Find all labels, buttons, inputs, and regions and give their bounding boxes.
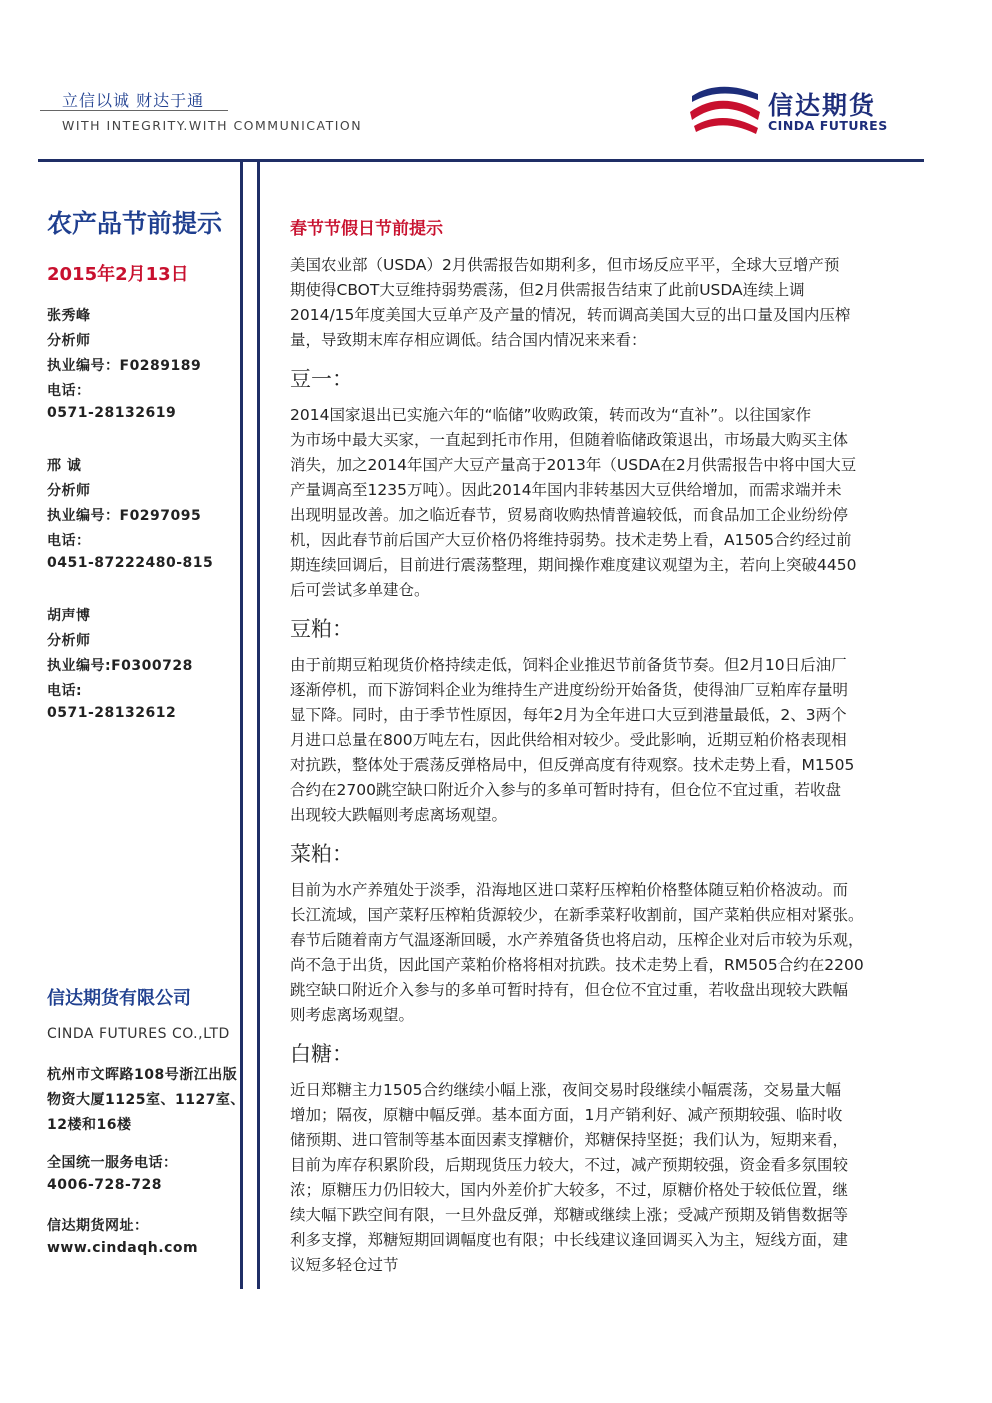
text-line: 尚不急于出货，因此国产菜粕价格将相对抗跌。技术走势上看，RM505合约在2200 — [290, 956, 864, 974]
heading-soymeal: 豆粕： — [290, 617, 353, 641]
hotline-label: 全国统一服务电话： — [47, 1155, 178, 1171]
report-date: 2015年2月13日 — [47, 264, 189, 285]
text-line: 对抗跌，整体处于震荡反弹格局中，但反弹高度有待观察。技术走势上看，M1505 — [290, 756, 855, 774]
text-line: 期连续回调后，目前进行震荡整理，期间操作难度建议观望为主，若向上突破4450 — [290, 556, 857, 574]
analyst-phone: 0571-28132619 — [47, 405, 177, 421]
analyst-phone: 0571-28132612 — [47, 705, 177, 721]
analyst-license: 执业编号：F0297095 — [47, 508, 202, 524]
slogan-divider — [40, 110, 228, 111]
text-line: 机，因此春节前后国产大豆价格仍将维持弱势。技术走势上看，A1505合约经过前 — [290, 531, 852, 549]
text-line: 美国农业部（USDA）2月供需报告如期利多，但市场反应平平，全球大豆增产预 — [290, 256, 840, 274]
logo-text-en: CINDA FUTURES — [768, 118, 888, 133]
slogan-en: WITH INTEGRITY.WITH COMMUNICATION — [62, 118, 363, 133]
text-line: 量，导致期末库存相应调低。结合国内情况来来看： — [290, 331, 647, 349]
analyst-phone-label: 电话： — [47, 383, 91, 399]
address-line: 物资大厦1125室、1127室、 — [47, 1092, 245, 1108]
analyst-phone-label: 电话： — [47, 533, 91, 549]
website-label: 信达期货网址： — [47, 1218, 149, 1234]
text-line: 储预期、进口管制等基本面因素支撑糖价，郑糖保持坚挺；我们认为，短期来看， — [290, 1131, 849, 1149]
text-line: 出现明显改善。加之临近春节，贸易商收购热情普遍较低，而食品加工企业纷纷停 — [290, 506, 849, 524]
heading-rapeseed-meal: 菜粕： — [290, 842, 353, 866]
text-line: 长江流域，国产菜籽压榨粕货源较少，在新季菜籽收割前，国产菜粕供应相对紧张。 — [290, 906, 864, 924]
address-line: 12楼和16楼 — [47, 1117, 132, 1133]
text-line: 续大幅下跌空间有限，一旦外盘反弹，郑糖或继续上涨；受减产预期及销售数据等 — [290, 1206, 849, 1224]
text-line: 显下降。同时，由于季节性原因，每年2月为全年进口大豆到港量最低，2、3两个 — [290, 706, 847, 724]
analyst-role: 分析师 — [47, 483, 91, 499]
paragraph-soymeal — [290, 653, 890, 828]
analyst-name: 邢 诚 — [47, 458, 82, 474]
text-line: 消失，加之2014年国产大豆产量高于2013年（USDA在2月供需报告中将中国大豆 — [290, 456, 857, 474]
text-line: 近日郑糖主力1505合约继续小幅上涨，夜间交易时段继续小幅震荡，交易量大幅 — [290, 1081, 841, 1099]
text-line: 春节后随着南方气温逐渐回暖，水产养殖备货也将启动，压榨企业对后市较为乐观， — [290, 931, 864, 949]
paragraph-soybean — [290, 403, 890, 603]
heading-soybean: 豆一： — [290, 367, 353, 391]
analyst-name: 张秀峰 — [47, 308, 91, 324]
website-link[interactable]: www.cindaqh.com — [47, 1240, 199, 1256]
heading-sugar: 白糖： — [290, 1042, 353, 1066]
slogan-cn: 立信以诚 财达于通 — [62, 91, 205, 110]
paragraph-rapeseed-meal — [290, 878, 890, 1028]
header-rule — [38, 159, 924, 162]
hotline-number: 4006-728-728 — [47, 1177, 163, 1193]
text-line: 目前为水产养殖处于淡季，沿海地区进口菜籽压榨粕价格整体随豆粕价格波动。而 — [290, 881, 849, 899]
analyst-phone-label: 电话: — [47, 683, 83, 699]
text-line: 增加；隔夜，原糖中幅反弹。基本面方面，1月产销利好、减产预期较强、临时收 — [290, 1106, 843, 1124]
section-title: 春节节假日节前提示 — [290, 219, 443, 239]
text-line: 议短多轻仓过节 — [290, 1256, 399, 1274]
logo-swoosh-icon — [688, 82, 762, 138]
company-logo — [688, 82, 928, 140]
text-line: 月进口总量在800万吨左右，因此供给相对较少。受此影响，近期豆粕价格表现相 — [290, 731, 847, 749]
text-line: 目前为库存积累阶段，后期现货压力较大，不过，减产预期较强，资金看多氛围较 — [290, 1156, 849, 1174]
text-line: 2014/15年度美国大豆单产及产量的情况，转而调高美国大豆的出口量及国内压榨 — [290, 306, 851, 324]
logo-text-cn: 信达期货 — [768, 91, 877, 120]
text-line: 则考虑离场观望。 — [290, 1006, 415, 1024]
analyst-role: 分析师 — [47, 633, 91, 649]
analyst-name: 胡声博 — [47, 608, 91, 624]
text-line: 利多支撑，郑糖短期回调幅度也有限；中长线建议逢回调买入为主，短线方面，建 — [290, 1231, 849, 1249]
report-title: 农产品节前提示 — [47, 209, 223, 238]
intro-paragraph — [290, 253, 890, 353]
analyst-role: 分析师 — [47, 333, 91, 349]
address-line: 杭州市文晖路108号浙江出版 — [47, 1067, 238, 1083]
text-line: 逐渐停机，而下游饲料企业为维持生产进度纷纷开始备货，使得油厂豆粕库存量明 — [290, 681, 849, 699]
analyst-license: 执业编号：F0289189 — [47, 358, 202, 374]
analyst-license: 执业编号:F0300728 — [47, 658, 193, 674]
column-divider-right — [257, 159, 260, 1289]
text-line: 浓；原糖压力仍旧较大，国内外差价扩大较多，不过，原糖价格处于较低位置，继 — [290, 1181, 849, 1199]
text-line: 出现较大跌幅则考虑离场观望。 — [290, 806, 508, 824]
text-line: 产量调高至1235万吨）。因此2014年国内非转基因大豆供给增加，而需求端并未 — [290, 481, 842, 499]
text-line: 合约在2700跳空缺口附近介入参与的多单可暂时持有，但仓位不宜过重，若收盘 — [290, 781, 841, 799]
text-line: 期使得CBOT大豆维持弱势震荡，但2月供需报告结束了此前USDA连续上调 — [290, 281, 805, 299]
company-name: 信达期货有限公司 — [47, 988, 191, 1009]
text-line: 由于前期豆粕现货价格持续走低，饲料企业推迟节前备货节奏。但2月10日后油厂 — [290, 656, 847, 674]
company-name-en: CINDA FUTURES CO.,LTD — [47, 1026, 230, 1042]
analyst-phone: 0451-87222480-815 — [47, 555, 214, 571]
text-line: 2014国家退出已实施六年的“临储”收购政策，转而改为“直补”。以往国家作 — [290, 406, 812, 424]
text-line: 后可尝试多单建仓。 — [290, 581, 430, 599]
text-line: 为市场中最大买家，一直起到托市作用，但随着临储政策退出，市场最大购买主体 — [290, 431, 849, 449]
text-line: 跳空缺口附近介入参与的多单可暂时持有，但仓位不宜过重，若收盘出现较大跌幅 — [290, 981, 849, 999]
column-divider-left — [240, 159, 243, 1289]
paragraph-sugar — [290, 1078, 890, 1278]
